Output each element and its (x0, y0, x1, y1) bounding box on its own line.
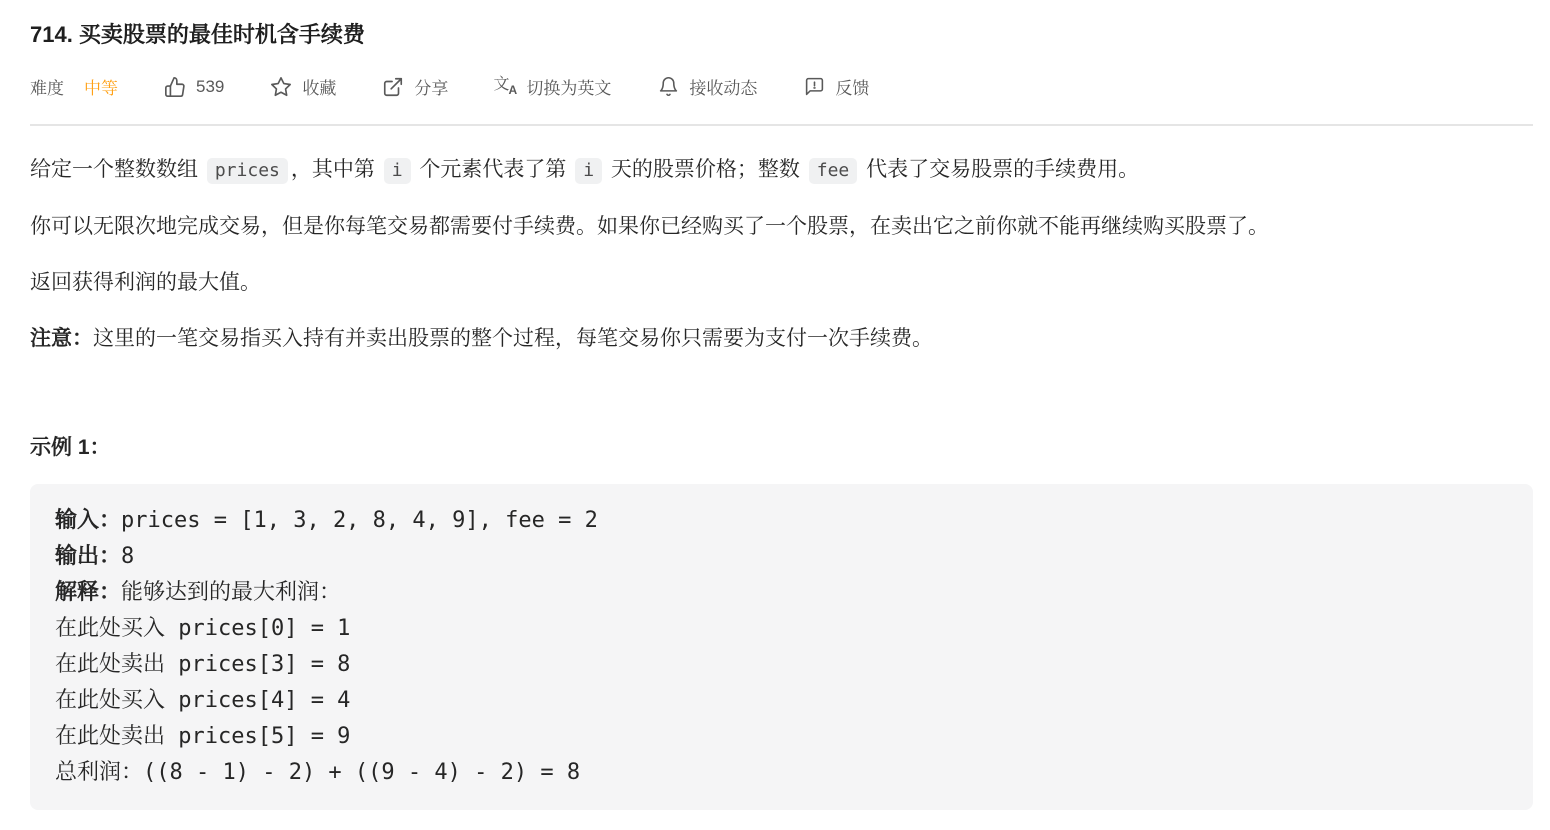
bell-icon (657, 76, 679, 98)
share-icon (382, 76, 404, 98)
example-code-line: 在此处卖出 prices[5] = 9 (55, 724, 351, 749)
text-segment: 天的股票价格；整数 (605, 158, 806, 181)
example-code-line: 在此处卖出 prices[3] = 8 (55, 652, 351, 677)
text-segment: 给定一个整数数组 (30, 158, 204, 181)
inline-code: i (575, 158, 602, 184)
share-button[interactable] (382, 74, 448, 99)
problem-note (30, 325, 1533, 352)
translate-icon: 文 A (493, 76, 518, 97)
feedback-icon (803, 76, 825, 98)
thumbs-up-icon (164, 76, 186, 98)
example-1-code-block (30, 484, 1533, 810)
page-title: 714. 买卖股票的最佳时机含手续费 (30, 22, 365, 47)
feedback-button[interactable] (803, 74, 869, 99)
problem-description (30, 156, 1533, 352)
inline-code: prices (207, 158, 288, 184)
favorite-button[interactable] (270, 74, 336, 99)
subscribe-updates-label: 接收动态 (689, 79, 758, 98)
difficulty-badge: 中等 (84, 79, 118, 98)
star-icon (270, 76, 292, 98)
text-segment: 注意： (30, 327, 93, 350)
inline-code: i (384, 158, 411, 184)
subscribe-updates-button[interactable] (657, 74, 757, 99)
example-code-line: 输出：8 (55, 544, 135, 569)
switch-language-button[interactable] (494, 74, 611, 99)
example-code-line: 解释：能够达到的最大利润： (55, 580, 342, 605)
like-button[interactable] (164, 76, 224, 98)
difficulty-label: 难度 (30, 79, 64, 98)
example-code-line: 总利润：((8 - 1) - 2) + ((9 - 4) - 2) = 8 (55, 760, 581, 785)
inline-code: fee (809, 158, 858, 184)
example-code-line: 输入：prices = [1, 3, 2, 8, 4, 9], fee = 2 (55, 508, 598, 533)
text-segment: 这里的一笔交易指买入持有并卖出股票的整个过程，每笔交易你只需要为支付一次手续费。 (93, 327, 933, 350)
share-label: 分享 (414, 79, 449, 98)
text-segment: 个元素代表了第 (413, 158, 573, 181)
favorite-label: 收藏 (302, 79, 337, 98)
switch-language-label: 切换为英文 (526, 79, 612, 98)
problem-paragraph-3: 返回获得利润的最大值。 (30, 271, 261, 294)
example-1-heading: 示例 1： (30, 436, 111, 459)
text-segment: 代表了交易股票的手续费用。 (860, 158, 1140, 181)
problem-paragraph-2: 你可以无限次地完成交易，但是你每笔交易都需要付手续费。如果你已经购买了一个股票，在卖出它之前你就不能再继续购买股票了。 (30, 215, 1269, 238)
problem-paragraph-1 (30, 156, 1533, 184)
example-code-line: 在此处买入 prices[0] = 1 (55, 616, 351, 641)
divider (30, 124, 1533, 126)
example-code-line: 在此处买入 prices[4] = 4 (55, 688, 351, 713)
feedback-label: 反馈 (835, 79, 870, 98)
text-segment: ，其中第 (290, 158, 381, 181)
problem-toolbar (30, 74, 1533, 99)
difficulty-indicator (30, 74, 118, 99)
like-count: 539 (196, 76, 225, 96)
